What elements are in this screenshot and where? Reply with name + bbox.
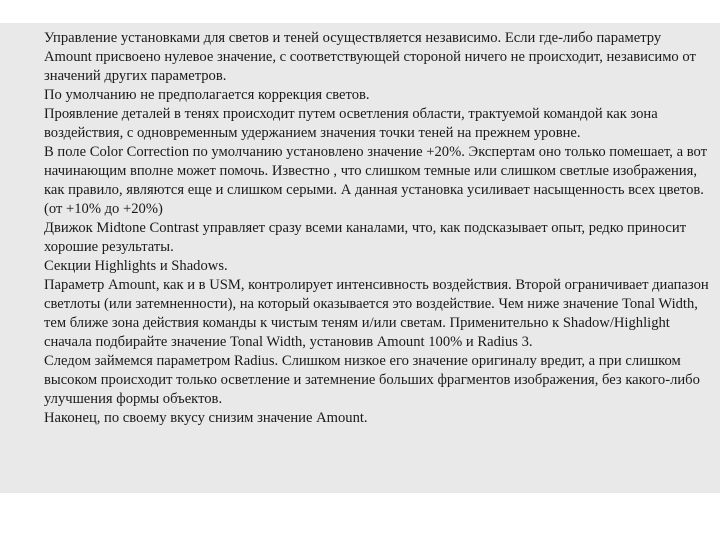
text-block: [0, 23, 720, 493]
paragraph-midtone-contrast: Движок Midtone Contrast управляет сразу всеми каналами, что, как подсказывает опыт, редко приносит хорошие результаты.: [44, 220, 687, 255]
paragraph-default-highlights: По умолчанию не предполагается коррекция светов.: [44, 87, 370, 103]
paragraph-radius: Следом займемся параметром Radius. Слишком низкое его значение оригиналу вредит, а при слишком высоком происходит только осветление и затемнение больших фрагментов изображения, без какого-либо улучшения формы объектов.: [44, 353, 700, 407]
paragraph-shadow-details: Проявление деталей в тенях происходит путем осветления области, трактуемой командой как зона воздействия, с одновременным удержанием значения точки теней на прежнем уровне.: [44, 106, 658, 141]
paragraph-amount-tonal-width: Параметр Amount, как и в USM, контролирует интенсивность воздействия. Второй ограничивает диапазон светлоты (или затемненности), на который оказывается это воздействие. Чем ниже значение Tonal Width, тем ближе зона действия команды к чистым теням и/или светам. Применительно к Shadow/Highlight сначала подбирайте значение Tonal Width, установив Amount 100% и Radius 3.: [44, 277, 709, 350]
paragraph-sections-heading: Секции Highlights и Shadows.: [44, 258, 228, 274]
paragraph-final-amount: Наконец, по своему вкусу снизим значение Amount.: [44, 410, 368, 426]
paragraph-color-correction: В поле Color Correction по умолчанию установлено значение +20%. Экспертам оно только помешает, а вот начинающим вполне может помочь. Известно , что слишком темные или слишком светлые изображения, как правило, являются еще и слишком серыми. А данная установка усиливает насыщенность всех цветов. (от +10% до +20%): [44, 144, 707, 217]
paragraph-color-settings-intro: Управление установками для светов и теней осуществляется независимо. Если где-либо параметру Amount присвоено нулевое значение, с соответствующей стороной ничего не происходит, независимо от значений других параметров.: [44, 30, 696, 84]
